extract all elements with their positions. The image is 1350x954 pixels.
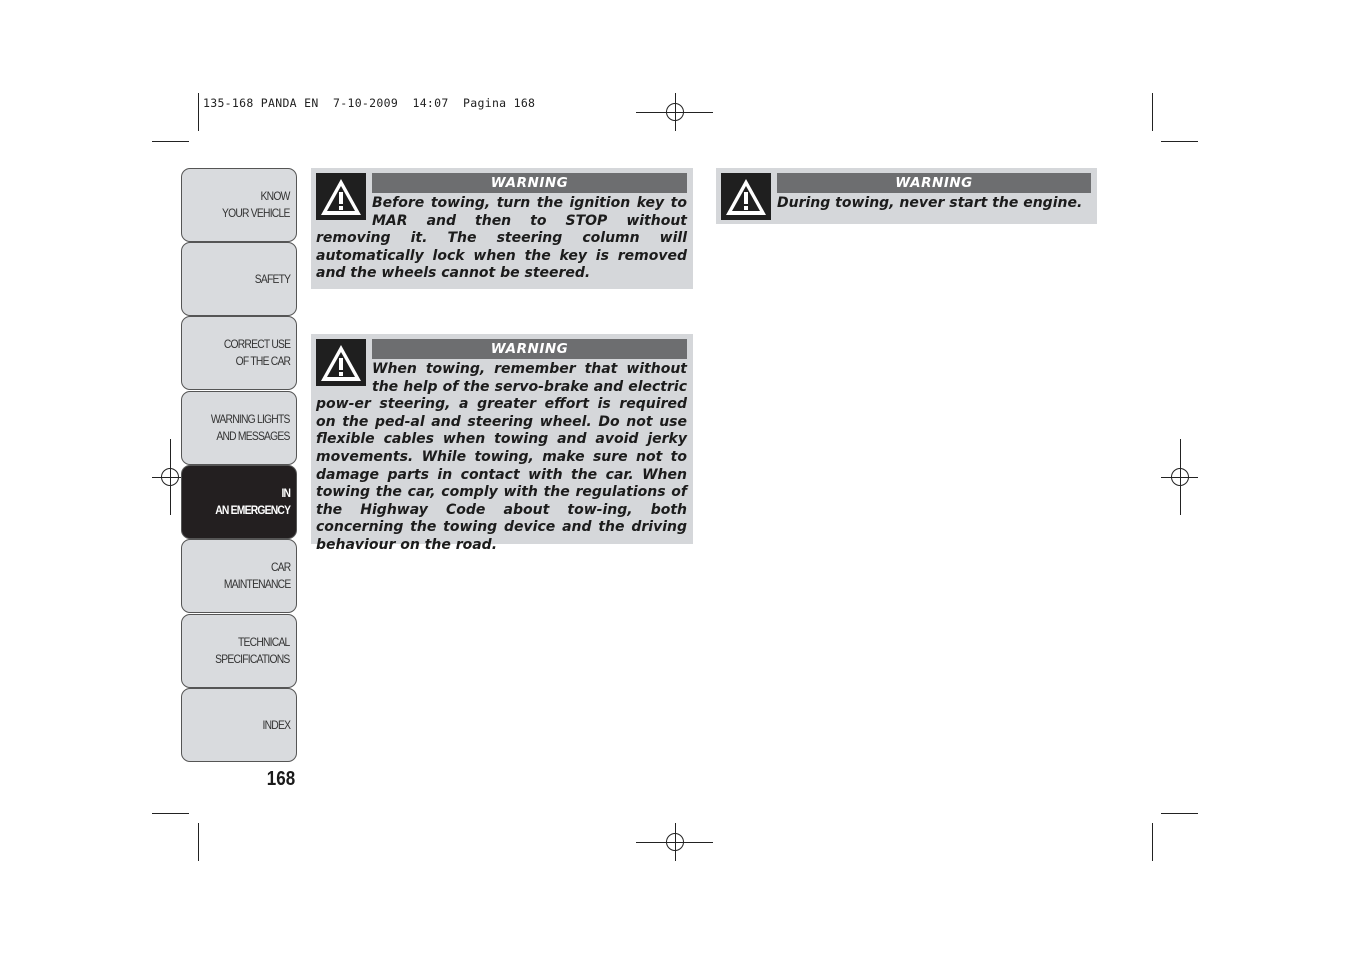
tab-in-an-emergency[interactable]: IN AN EMERGENCY xyxy=(181,465,297,539)
print-slug: 135-168 PANDA EN 7-10-2009 14:07 Pagina 168 xyxy=(203,96,536,110)
tab-car-maintenance[interactable]: CAR MAINTENANCE xyxy=(181,539,297,613)
tab-warning-lights[interactable]: WARNING LIGHTS AND MESSAGES xyxy=(181,391,297,465)
page-number: 168 xyxy=(266,768,296,790)
warning-heading: WARNING xyxy=(372,173,687,193)
tab-safety[interactable]: SAFETY xyxy=(181,242,297,316)
warning-triangle-icon xyxy=(316,173,366,220)
warning-box-towing-effort xyxy=(311,334,693,553)
warning-box-ignition xyxy=(311,168,693,289)
warning-box-engine xyxy=(716,168,1097,224)
tab-technical-specifications[interactable]: TECHNICAL SPECIFICATIONS xyxy=(181,614,297,688)
warning-triangle-icon xyxy=(721,173,771,220)
warning-heading: WARNING xyxy=(372,339,687,359)
warning-triangle-icon xyxy=(316,339,366,386)
tab-correct-use[interactable]: CORRECT USE OF THE CAR xyxy=(181,316,297,390)
warning-text: When towing, remember that without the help of the servo-brake and electric pow-er steering, a greater effort is required on the ped-al and steering wheel. Do not use flexible cables when towing and avoid jerky movements. While towing, make sure not to damage parts in contact with the car. When towing the car, comply with the regulations of the Highway Code about tow-ing, both concerning the towing device and the driving behaviour on the road. xyxy=(316,361,687,553)
warning-text: Before towing, turn the ignition key to MAR and then to STOP without removing it. The steering column will automatically lock when the key is removed and the wheels cannot be steered. xyxy=(316,195,687,282)
warning-heading: WARNING xyxy=(777,173,1091,193)
tab-index[interactable]: INDEX xyxy=(181,688,297,762)
tab-know-your-vehicle[interactable]: KNOW YOUR VEHICLE xyxy=(181,168,297,242)
warning-text: During towing, never start the engine. xyxy=(777,195,1083,211)
